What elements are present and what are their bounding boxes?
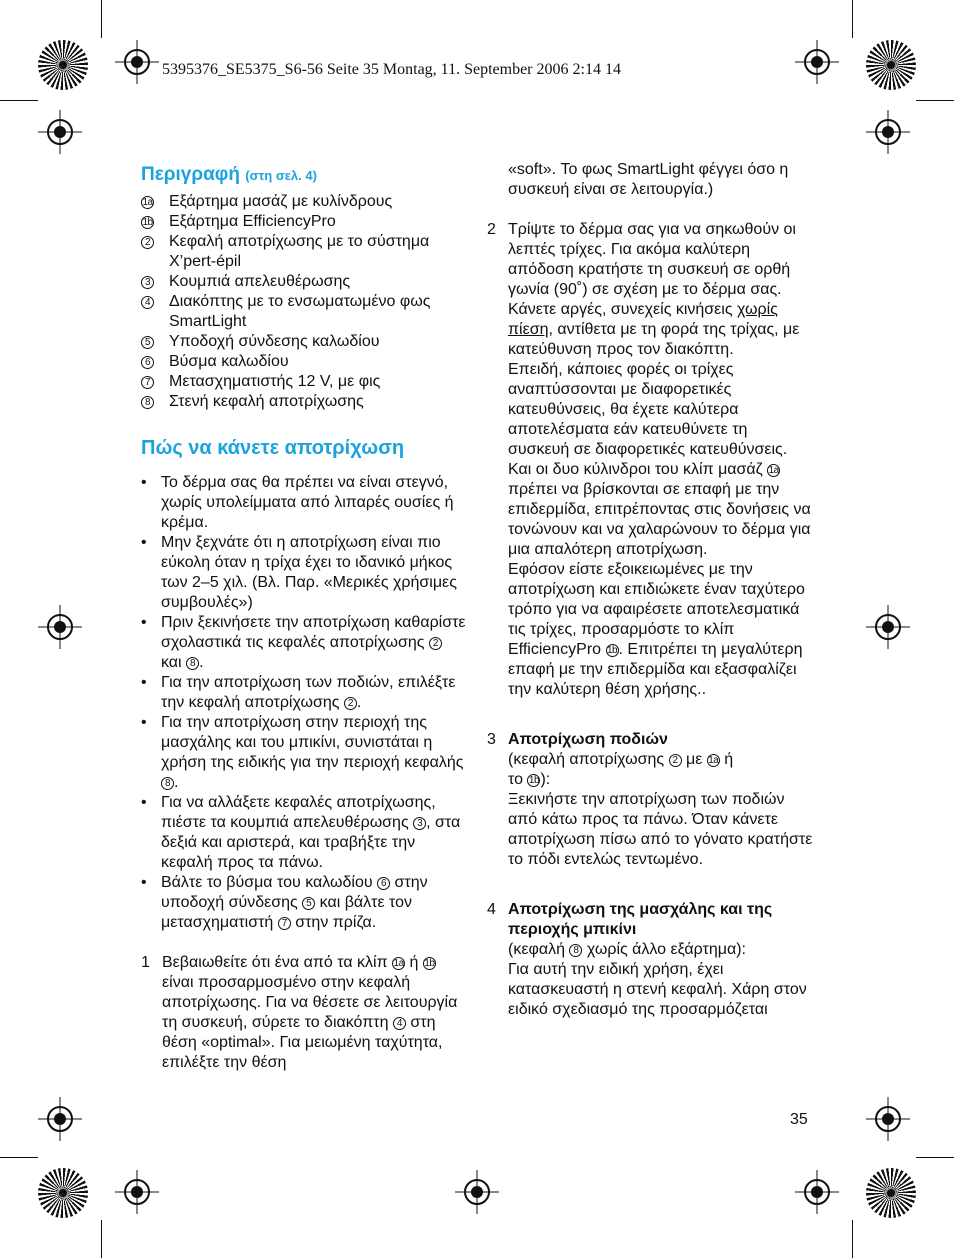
list-item-text: X’pert-épil <box>169 253 242 270</box>
step-text: Τρίψτε το δέρμα σας για να σηκωθούν οι λεπτές τρίχες. Για ακόμα καλύτερη απόδοση κρατήστε τη συσκευή σε ορθή γωνία (90˚) σε σχέση με το δέρμα σας. Κάνετε αργές, συνεχείς κινήσεις <box>508 221 796 318</box>
list-item <box>141 272 466 292</box>
step-3 <box>487 730 813 870</box>
step-paragraph <box>508 940 813 960</box>
bullet-item <box>141 793 466 873</box>
bullet-item: • Για την αποτρίχωση στην περιοχή της μασχάλης και του μπικίνι, συνιστάται η χρήση της ειδικής για την περιοχή κεφαλής 8 . <box>141 713 466 793</box>
step-text: Βεβαιωθείτε ότι ένα από τα κλίπ <box>162 954 388 971</box>
list-item <box>141 192 466 212</box>
part-number: 5 <box>141 336 154 349</box>
list-item-text: Κεφαλή αποτρίχωσης με το σύστημα <box>169 233 430 250</box>
step-4 <box>487 900 813 1020</box>
step-number: 4 <box>487 901 496 918</box>
color-calibration-mark <box>38 40 88 90</box>
part-number: 5 <box>302 897 315 910</box>
parts-list <box>141 192 466 412</box>
part-number: 6 <box>377 877 390 890</box>
bullet-text: Πριν ξεκινήσετε την αποτρίχωση καθαρίστε σχολαστικά τις κεφαλές αποτρίχωσης <box>161 614 466 651</box>
step-number: 3 <box>487 731 496 748</box>
step-text: πρέπει να βρίσκονται σε επαφή με την επιδερμίδα, επιτρέποντας στις δονήσεις να τονώνουν και να χαλαρώνουν το δέρμα για μια απαλότερη αποτρίχωση. <box>508 481 811 558</box>
registration-mark <box>115 1170 159 1214</box>
step-title: Αποτρίχωση ποδιών <box>508 731 668 748</box>
step-text: χωρίς άλλο εξάρτημα): <box>586 941 746 958</box>
part-number: 1b <box>606 645 618 656</box>
color-calibration-mark <box>38 1168 88 1218</box>
registration-mark <box>115 40 159 84</box>
part-number: 1a <box>708 755 719 766</box>
section-title-description <box>141 165 466 186</box>
part-number: 2 <box>669 754 682 767</box>
list-item-text: Εξάρτημα μασάζ με κυλίνδρους <box>169 193 393 210</box>
right-column <box>487 160 813 1020</box>
trim-line <box>101 0 102 38</box>
part-number: 6 <box>141 356 154 369</box>
description-page-note: (στη σελ. 4) <box>245 168 317 183</box>
step-text: με <box>686 751 703 768</box>
list-item-text: Υποδοχή σύνδεσης καλωδίου <box>169 333 380 350</box>
bullet-text: Το δέρμα σας θα πρέπει να είναι στεγνό, χωρίς υπολείμματα από λιπαρές ουσίες ή κρέμα. <box>161 474 454 531</box>
step-text: , αντίθετα με τη φορά της τρίχας, με κατεύθυνση προς τον διακόπτη. <box>508 321 800 358</box>
bullet-item <box>141 473 466 533</box>
trim-line <box>916 100 954 101</box>
registration-mark <box>795 1170 839 1214</box>
part-number: 3 <box>413 817 426 830</box>
registration-mark <box>38 110 82 154</box>
step-number: 1 <box>141 954 150 971</box>
part-number: 2 <box>344 697 357 710</box>
step-1-continued: «soft». Το φως SmartLight φέγγει όσο η συσκευή είναι σε λειτουργία.) <box>508 161 789 198</box>
registration-mark <box>38 1097 82 1141</box>
step-2 <box>487 220 813 700</box>
print-header: 5395376_SE5375_S6-56 Seite 35 Montag, 11. September 2006 2:14 14 <box>162 61 621 78</box>
list-item <box>141 292 466 332</box>
part-number: 1a <box>768 465 779 476</box>
step-paragraph: Επειδή, κάποιες φορές οι τρίχες αναπτύσσονται με διαφορετικές κατευθύνσεις, θα έχετε καλύτερα αποτελέσματα εάν κατευθύνετε τη συσκευή σε διαφορετικές κατευθύνσεις. <box>508 361 788 458</box>
trim-line <box>852 1220 853 1258</box>
step-text: . Επιτρέπει τη μεγαλύτερη επαφή με την επιδερμίδα και εξασφαλίζει την καλύτερη θέση χρήσης.. <box>508 641 803 698</box>
part-number: 8 <box>569 944 582 957</box>
list-item <box>141 232 466 272</box>
part-number: 1a <box>393 958 404 969</box>
bullet-text: Μην ξεχνάτε ότι η αποτρίχωση είναι πιο εύκολη όταν η τρίχα έχει το ιδανικό μήκος των 2–5 χιλ. (Βλ. Παρ. «Μερικές χρήσιμες συμβουλές») <box>161 534 457 611</box>
part-number: 7 <box>278 917 291 930</box>
bullet-text: και βάλτε τον μετασχηματιστή <box>161 894 413 931</box>
step-text: (κεφαλή αποτρίχωσης <box>508 751 665 768</box>
bullet-text: και <box>161 654 182 671</box>
list-item <box>141 392 466 412</box>
registration-mark <box>866 110 910 154</box>
part-number: 8 <box>141 396 154 409</box>
step-paragraph: Ξεκινήστε την αποτρίχωση των ποδιών από κάτω προς τα πάνω. Όταν κάνετε αποτρίχωση πίσω από το γόνατο κρατήστε το πόδι εντελώς τεντωμένο. <box>508 791 813 868</box>
list-item-text: Βύσμα καλωδίου <box>169 353 289 370</box>
part-number: 3 <box>141 276 154 289</box>
step-1 <box>141 953 466 1073</box>
registration-mark <box>795 40 839 84</box>
section-title-how-to: Πώς να κάνετε αποτρίχωση <box>141 437 405 459</box>
left-column <box>141 165 466 1073</box>
part-number: 1a <box>142 197 153 208</box>
part-number: 2 <box>141 236 154 249</box>
description-heading: Περιγραφή <box>141 164 240 185</box>
step-text: στη θέση «optimal». Για μειωμένη ταχύτητα, επιλέξτε την θέση <box>162 1014 443 1071</box>
list-item <box>141 212 466 232</box>
bullet-item: • Πριν ξεκινήσετε την αποτρίχωση καθαρίστε σχολαστικά τις κεφαλές αποτρίχωσης 2 και 8 . <box>141 613 466 673</box>
step-text: ή <box>409 954 419 971</box>
part-number: 8 <box>186 657 199 670</box>
list-item-text: Κουμπιά απελευθέρωσης <box>169 273 351 290</box>
list-item-text: Διακόπτης με το ενσωματωμένο φως <box>169 293 431 310</box>
part-number: 4 <box>141 296 154 309</box>
list-item <box>141 372 466 392</box>
registration-mark <box>866 1097 910 1141</box>
bullet-text: Για να αλλάξετε κεφαλές αποτρίχωσης, πιέστε τα κουμπιά απελευθέρωσης <box>161 794 436 831</box>
registration-mark <box>455 1170 499 1214</box>
part-number: 2 <box>429 637 442 650</box>
trim-line <box>0 1157 38 1158</box>
list-item <box>141 332 466 352</box>
color-calibration-mark <box>866 40 916 90</box>
step-text: (κεφαλή <box>508 941 565 958</box>
step-number: 2 <box>487 221 496 238</box>
registration-mark <box>866 605 910 649</box>
step-text: ή <box>724 751 734 768</box>
step-text: Και οι δυο κύλινδροι του κλίπ μασάζ <box>508 461 763 478</box>
color-calibration-mark <box>866 1168 916 1218</box>
list-item-text: Στενή κεφαλή αποτρίχωσης <box>169 393 364 410</box>
step-paragraph <box>508 560 813 700</box>
list-item-text: Μετασχηματιστής 12 V, με φις <box>169 373 381 390</box>
part-number: 1b <box>528 775 540 786</box>
emphasis-text: χωρίς πίεση <box>508 301 778 338</box>
bullet-item <box>141 533 466 613</box>
step-text: το <box>508 771 523 788</box>
step-text: είναι προσαρμοσμένο στην κεφαλή αποτρίχωσης. Για να θέσετε σε λειτουργία τη συσκευή, σύρετε το διακόπτη <box>162 974 458 1031</box>
bullet-text: , στα δεξιά και αριστερά, και τραβήξτε την κεφαλή προς τα πάνω. <box>161 814 461 871</box>
trim-line <box>916 1157 954 1158</box>
page-number: 35 <box>790 1111 808 1128</box>
part-number: 8 <box>161 777 174 790</box>
step-text: ): <box>540 771 551 788</box>
step-paragraph <box>508 460 813 560</box>
part-number: 1b <box>142 217 153 228</box>
step-title: Αποτρίχωση της μασχάλης και της περιοχής μπικίνι <box>508 901 773 938</box>
step-paragraph <box>508 750 813 790</box>
trim-line <box>852 0 853 38</box>
bullet-text: στην πρίζα. <box>295 914 377 931</box>
list-item-text: Εξάρτημα EfficiencyPro <box>169 213 336 230</box>
trim-line <box>101 1220 102 1258</box>
bullet-list <box>141 473 466 933</box>
registration-mark <box>38 605 82 649</box>
part-number: 7 <box>141 376 154 389</box>
part-number: 1b <box>424 958 435 969</box>
bullet-text: Για την αποτρίχωση των ποδιών, επιλέξτε την κεφαλή αποτρίχωσης <box>161 674 456 711</box>
step-paragraph: Για αυτή την ειδική χρήση, έχει κατασκευαστή η στενή κεφαλή. Χάρη στον ειδικό σχεδιασμό της προσαρμόζεται <box>508 961 807 1018</box>
bullet-text: στην υποδοχή σύνδεσης <box>161 874 428 911</box>
list-item-text: SmartLight <box>169 313 247 330</box>
part-number: 4 <box>393 1017 406 1030</box>
step-text: Εφόσον είστε εξοικειωμένες με την αποτρίχωση και επιδιώκετε έναν ταχύτερο τρόπο για να αφαιρέσετε αποτελεσματικά τις τρίχες, προσαρμόστε το κλίπ EfficiencyPro <box>508 561 805 658</box>
trim-line <box>0 100 38 101</box>
bullet-text: Βάλτε το βύσμα του καλωδίου <box>161 874 373 891</box>
bullet-text: Για την αποτρίχωση στην περιοχή της μασχάλης και του μπικίνι, συνιστάται η χρήση της ειδικής για την περιοχή κεφαλής <box>161 714 464 771</box>
list-item <box>141 352 466 372</box>
bullet-item <box>141 873 466 933</box>
bullet-item: • Για την αποτρίχωση των ποδιών, επιλέξτε την κεφαλή αποτρίχωσης 2 . <box>141 673 466 713</box>
